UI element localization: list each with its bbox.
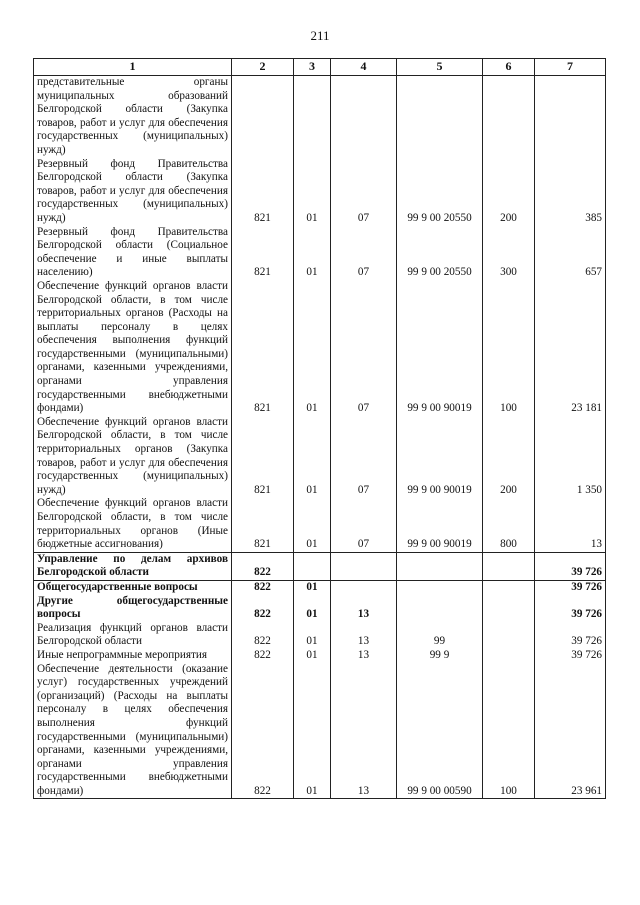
table-row [34,580,606,594]
cell-section: 01 [294,497,331,552]
table-row [34,622,606,649]
cell-ministry: 821 [232,280,294,416]
cell-subsection [331,580,397,594]
cell-amount: 1 350 [535,416,606,498]
cell-subsection: 13 [331,595,397,622]
cell-ministry: 822 [232,552,294,580]
cell-subsection: 07 [331,158,397,226]
cell-amount: 39 726 [535,552,606,580]
cell-subsection: 07 [331,280,397,416]
cell-amount [535,76,606,158]
cell-section: 01 [294,622,331,649]
cell-subsection: 13 [331,663,397,799]
table-row [34,158,606,226]
cell-section [294,552,331,580]
cell-amount: 23 181 [535,280,606,416]
cell-target [397,76,483,158]
cell-section: 01 [294,595,331,622]
header-col-7: 7 [535,59,606,76]
cell-target [397,595,483,622]
cell-ministry: 822 [232,595,294,622]
cell-section: 01 [294,416,331,498]
cell-target [397,552,483,580]
header-row [34,59,606,76]
cell-target: 99 [397,622,483,649]
cell-section: 01 [294,226,331,280]
table-row [34,416,606,498]
budget-table [33,58,606,799]
cell-ministry: 821 [232,497,294,552]
cell-subsection: 07 [331,226,397,280]
cell-subsection: 07 [331,497,397,552]
header-col-3: 3 [294,59,331,76]
cell-expense: 100 [483,663,535,799]
cell-amount: 39 726 [535,649,606,663]
cell-ministry: 822 [232,580,294,594]
cell-target [397,580,483,594]
cell-subsection: 13 [331,649,397,663]
cell-expense: 300 [483,226,535,280]
cell-amount: 23 961 [535,663,606,799]
cell-ministry: 822 [232,663,294,799]
cell-target: 99 9 00 00590 [397,663,483,799]
cell-ministry: 821 [232,158,294,226]
cell-amount: 39 726 [535,595,606,622]
cell-expense [483,622,535,649]
cell-section [294,76,331,158]
cell-name: Обеспечение функций органов власти Белгородской области, в том числе территориальных органов (Закупка товаров, работ и услуг для обеспечения государственных (муниципальных) нужд) [34,416,232,498]
cell-target: 99 9 [397,649,483,663]
cell-section: 01 [294,580,331,594]
table-row [34,663,606,799]
cell-amount: 39 726 [535,580,606,594]
header-col-4: 4 [331,59,397,76]
cell-subsection: 07 [331,416,397,498]
table-row [34,280,606,416]
cell-name: Обеспечение функций органов власти Белгородской области, в том числе территориальных органов (Иные бюджетные ассигнования) [34,497,232,552]
cell-name: Другие общегосударственные вопросы [34,595,232,622]
cell-expense [483,552,535,580]
cell-name: Управление по делам архивов Белгородской области [34,552,232,580]
cell-section: 01 [294,663,331,799]
cell-section: 01 [294,158,331,226]
table-row [34,76,606,158]
table-body [34,76,606,799]
cell-section: 01 [294,280,331,416]
table-row [34,497,606,552]
cell-amount: 39 726 [535,622,606,649]
cell-name: Общегосударственные вопросы [34,580,232,594]
table-row [34,226,606,280]
table-row [34,649,606,663]
cell-expense [483,595,535,622]
cell-name: представительные органы муниципальных образований Белгородской области (Закупка товаров, работ и услуг для обеспечения государственных (муниципальных) нужд) [34,76,232,158]
cell-ministry: 821 [232,416,294,498]
page-number: 211 [310,28,330,43]
table-row [34,552,606,580]
cell-name: Резервный фонд Правительства Белгородской области (Закупка товаров, работ и услуг для обеспечения государственных (муниципальных) нужд) [34,158,232,226]
cell-name: Иные непрограммные мероприятия [34,649,232,663]
cell-expense: 200 [483,416,535,498]
cell-target: 99 9 00 90019 [397,497,483,552]
cell-name: Обеспечение функций органов власти Белгородской области, в том числе территориальных органов (Расходы на выплаты персоналу в целях обеспечения выполнения функций государственными (муниципальными) органами, казенными учреждениями, органами управления государственными внебюджетными фондами) [34,280,232,416]
cell-subsection: 13 [331,622,397,649]
cell-amount: 657 [535,226,606,280]
cell-target: 99 9 00 20550 [397,226,483,280]
cell-target: 99 9 00 90019 [397,280,483,416]
table-row [34,595,606,622]
header-col-2: 2 [232,59,294,76]
cell-subsection [331,552,397,580]
header-col-1: 1 [34,59,232,76]
cell-amount: 13 [535,497,606,552]
cell-ministry: 822 [232,649,294,663]
cell-name: Резервный фонд Правительства Белгородской области (Социальное обеспечение и иные выплаты населению) [34,226,232,280]
cell-name: Реализация функций органов власти Белгородской области [34,622,232,649]
cell-expense [483,580,535,594]
cell-subsection [331,76,397,158]
cell-ministry: 822 [232,622,294,649]
cell-expense [483,649,535,663]
cell-amount: 385 [535,158,606,226]
cell-target: 99 9 00 20550 [397,158,483,226]
cell-ministry [232,76,294,158]
cell-expense: 100 [483,280,535,416]
cell-expense [483,76,535,158]
cell-expense: 800 [483,497,535,552]
cell-name: Обеспечение деятельности (оказание услуг) государственных учреждений (организаций) (Расходы на выплаты персоналу в целях обеспечения выполнения функций государственными (муниципальными) органами, казенными учреждениями, органами управления государственными внебюджетными фондами) [34,663,232,799]
cell-ministry: 821 [232,226,294,280]
cell-section: 01 [294,649,331,663]
cell-expense: 200 [483,158,535,226]
header-col-6: 6 [483,59,535,76]
header-col-5: 5 [397,59,483,76]
cell-target: 99 9 00 90019 [397,416,483,498]
